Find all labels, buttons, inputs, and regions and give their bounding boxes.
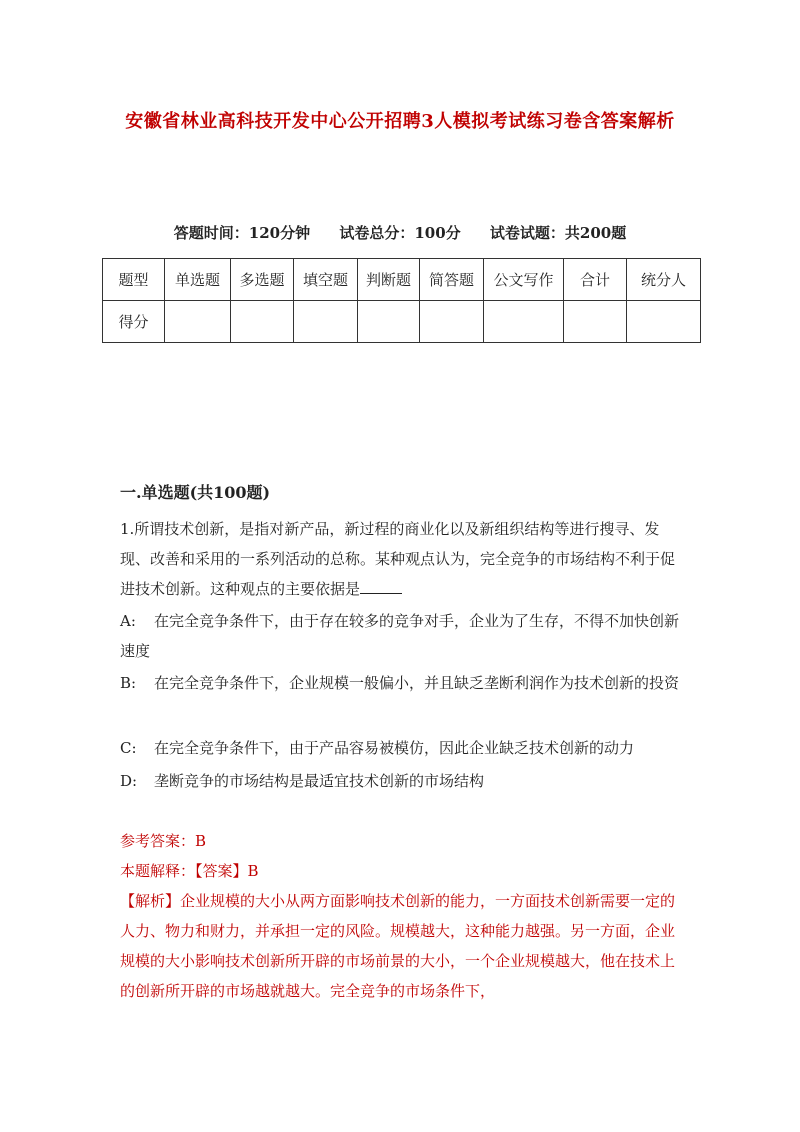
score-table-score-row [103, 301, 701, 343]
option-text: 在完全竞争条件下，由于产品容易被模仿，因此企业缺乏技术创新的动力 [154, 739, 635, 757]
score-table-header-cell: 合计 [564, 259, 627, 301]
option-b [120, 668, 680, 698]
score-table-header-cell: 公文写作 [484, 259, 564, 301]
score-table-header-cell: 题型 [103, 259, 165, 301]
score-cell [231, 301, 294, 343]
exam-total-score: 试卷总分：100分 [339, 224, 461, 242]
score-cell [484, 301, 564, 343]
reference-answer: 参考答案：B [120, 832, 207, 850]
score-table [102, 258, 701, 343]
option-label: C: [120, 739, 137, 757]
explanation-text: 【解析】企业规模的大小从两方面影响技术创新的能力，一方面技术创新需要一定的人力、物力和财力，并承担一定的风险。规模越大，这种能力越强。另一方面，企业规模的大小影响技术创新所开辟的市场前景的大小，一个企业规模越大，他在技术上的创新所开辟的市场越就越大。完全竞争的市场条件下， [120, 892, 676, 1000]
score-table-header-cell: 统分人 [627, 259, 701, 301]
question-stem [120, 514, 680, 604]
section-title: 一.单选题(共100题) [120, 483, 271, 502]
option-d [120, 766, 680, 796]
score-cell [165, 301, 231, 343]
score-table-header-cell: 多选题 [231, 259, 294, 301]
option-label: B: [120, 674, 137, 692]
score-cell [420, 301, 484, 343]
question-text: 1.所谓技术创新，是指对新产品，新过程的商业化以及新组织结构等进行搜寻、发现、改善和采用的一系列活动的总称。某种观点认为，完全竞争的市场结构不利于促进技术创新。这种观点的主要依据是 [120, 520, 676, 598]
option-c [120, 733, 680, 763]
exam-question-count: 试卷试题：共200题 [489, 224, 627, 242]
score-cell [627, 301, 701, 343]
option-a [120, 606, 680, 666]
score-table-header-cell: 简答题 [420, 259, 484, 301]
score-table-header-row [103, 259, 701, 301]
answer-blank [360, 579, 402, 594]
score-cell [294, 301, 358, 343]
page-title: 安徽省林业高科技开发中心公开招聘3人模拟考试练习卷含答案解析 [125, 111, 675, 132]
option-text: 在完全竞争条件下，由于存在较多的竞争对手，企业为了生存，不得不加快创新速度 [120, 612, 680, 660]
score-table-header-cell: 单选题 [165, 259, 231, 301]
exam-time: 答题时间：120分钟 [173, 224, 311, 242]
option-label: D: [120, 772, 138, 790]
score-cell [564, 301, 627, 343]
score-table-header-cell: 填空题 [294, 259, 358, 301]
option-label: A: [120, 612, 136, 630]
score-row-label: 得分 [103, 301, 165, 343]
score-cell [358, 301, 420, 343]
option-text: 垄断竞争的市场结构是最适宜技术创新的市场结构 [154, 772, 485, 790]
score-table-header-cell: 判断题 [358, 259, 420, 301]
exam-meta [0, 222, 800, 243]
explanation-heading: 本题解释：【答案】B [120, 862, 259, 880]
option-text: 在完全竞争条件下，企业规模一般偏小，并且缺乏垄断利润作为技术创新的投资 [154, 674, 680, 692]
